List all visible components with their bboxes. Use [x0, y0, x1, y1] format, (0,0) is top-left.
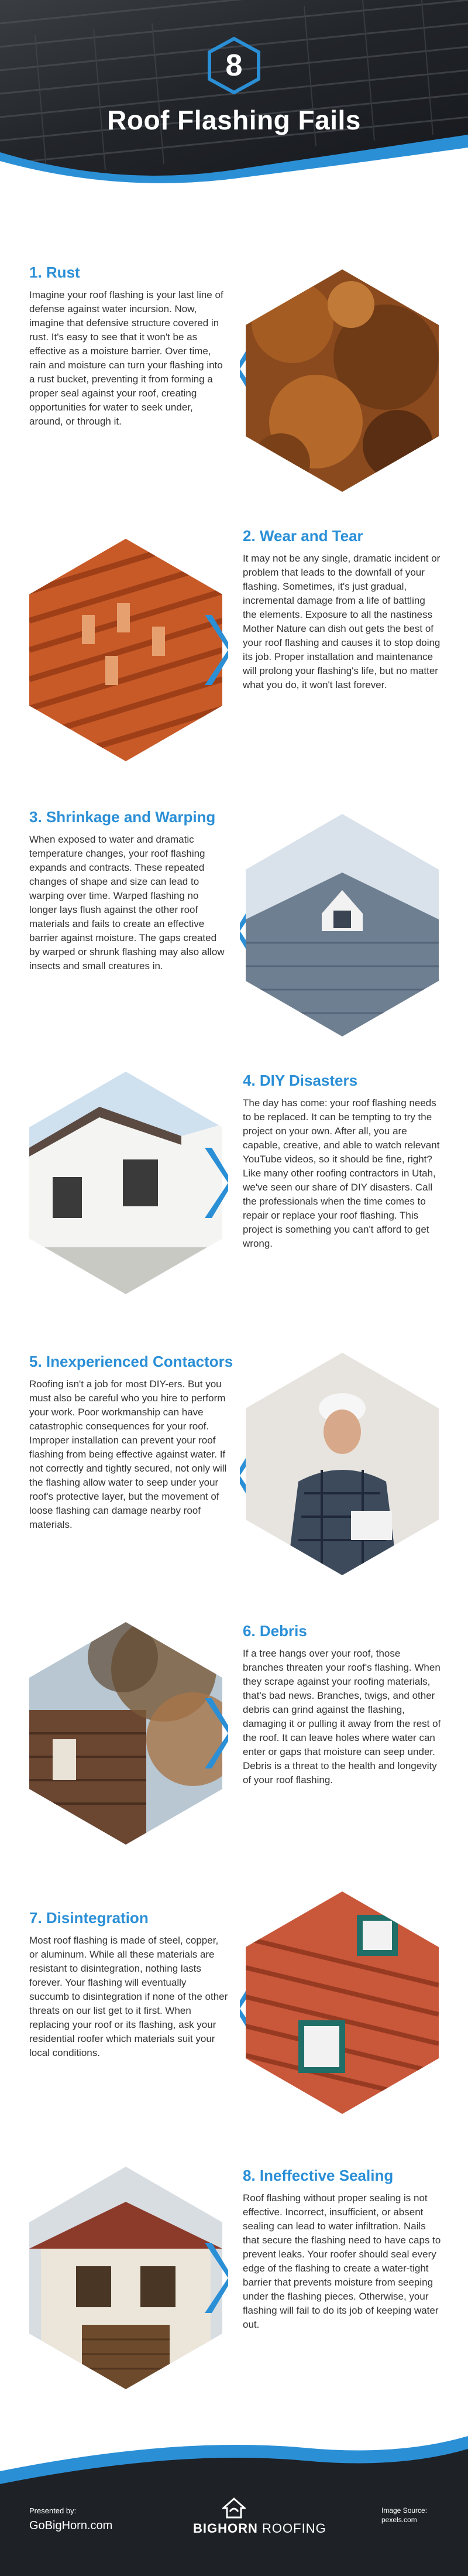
section-body: If a tree hangs over your roof, those branches threaten your roof's flashing. When they scrape against your roofing materials, that's bad news. Branches, twigs, and other debris can grind against the flashing, damaging it or pulling it away from the rest of the roof. It can leave holes where water can enter or gaps that moisture can seep under. Debris is a threat to the health and longevity of your roof flashing. [243, 1648, 441, 1785]
contractor-image [246, 1353, 439, 1575]
section-body: The day has come: your roof flashing needs to be replaced. It can be tempting to try the project on your own. After all, you are capable, creative, and able to watch relevant YouTube videos, so it should be fine, right? Like many other roofing contractors in Utah, we've seen our share of DIY disasters. Call the professionals when the time comes to repair or replace your roof flashing. This project is something you can't afford to get wrong. [243, 1097, 440, 1249]
footer [0, 2436, 468, 2576]
image-source-value: pexels.com [381, 2516, 417, 2524]
brand-name-sub: ROOFING [262, 2521, 326, 2536]
section-shrinkage-and-warping [0, 808, 468, 1089]
section-title: 4. DIY Disasters [243, 1072, 358, 1089]
badge-number: 8 [225, 49, 243, 83]
section-wear-and-tear [0, 527, 468, 808]
tree-over-house-image [29, 1622, 222, 1845]
section-rust [0, 246, 468, 527]
terracotta-roof-vents-image [29, 539, 222, 761]
shingle-roof-dormer-image [246, 814, 439, 1036]
chevron-decoration [205, 1698, 228, 1768]
house-garage-image [29, 2167, 222, 2389]
section-title: 7. Disintegration [29, 1909, 149, 1927]
section-body: It may not be any single, dramatic incident or problem that leads to the downfall of your flashing. Sometimes, it's just gradual, incremental damage from a life of battling the elements. Exposure to all the nastiness Mother Nature can dish out gets the best of your roof flashing and causes it to stop doing its job. Proper installation and maintenance will prolong your flashing's life, but no matter what you do, it won't last forever. [243, 553, 441, 690]
header [0, 0, 468, 187]
section-title: 6. Debris [243, 1622, 307, 1640]
section-title: 5. Inexperienced Contactors [29, 1353, 233, 1370]
brand-name-main: BIGHORN [193, 2521, 258, 2536]
presented-by-label: Presented by: [29, 2506, 77, 2515]
white-house-image [29, 1072, 222, 1294]
rusty-metal-image [246, 269, 439, 492]
section-body: Imagine your roof flashing is your last line of defense against water incursion. Now, imagine that defensive structure covered in rust. It's easy to see that it won't be as effective as a moisture barrier. Over time, rain and moisture can turn your flashing into a rust bucket, preventing it from forming a proper seal against your roof, creating opportunities for water to seek under, around, or through it. [29, 289, 223, 427]
section-title: 1. Rust [29, 264, 80, 281]
section-debris [0, 1622, 468, 1903]
chevron-decoration [205, 2243, 228, 2313]
tile-roof-windows-image [246, 1891, 439, 2114]
page-title: Roof Flashing Fails [107, 105, 361, 135]
section-body: Roof flashing without proper sealing is not effective. Incorrect, insufficient, or absent sealing can lead to water infiltration. Nails that secure the flashing need to have caps to prevent leaks. Your roofer should seal every edge of the flashing to create a water-tight barrier that prevents moisture from seeping under the flashing pieces. Otherwise, your flashing will fail to do its job of keeping water out. [243, 2192, 441, 2330]
section-inexperienced-contactors [0, 1353, 468, 1634]
chevron-decoration [205, 1148, 228, 1218]
brand-name [193, 2521, 326, 2536]
image-source-label: Image Source: [381, 2506, 428, 2515]
section-title: 3. Shrinkage and Warping [29, 808, 216, 826]
website-link[interactable]: GoBigHorn.com [29, 2519, 113, 2532]
section-title: 8. Ineffective Sealing [243, 2167, 394, 2184]
section-body: Roofing isn't a job for most DIY-ers. But you must also be careful who you hire to perform your work. Poor workmanship can have catastrophic consequences for your roof. Improper installation can prevent your roof flashing from being effective against water. If not correctly and tightly secured, not only will the flashing allow water to seep under your roof's protective layer, but the movement of loose flashing can damage nearby roof materials. [29, 1378, 227, 1530]
section-ineffective-sealing [0, 2167, 468, 2448]
section-body: Most roof flashing is made of steel, copper, or aluminum. While all these materials are resistant to disintegration, nothing lasts forever. Your flashing will eventually succumb to disintegration if none of the other threats on our list get to it first. When replacing your roof or its flashing, ask your residential roofer which materials suit your local conditions. [29, 1935, 228, 2058]
section-disintegration [0, 1909, 468, 2190]
chevron-decoration [205, 615, 228, 685]
section-diy-disasters [0, 1072, 468, 1353]
section-body: When exposed to water and dramatic temperature changes, your roof flashing expands and contracts. These repeated changes of shape and size can lead to warping over time. Warped flashing no longer lays flush against the other roof materials and fails to create an effective barrier against moisture. The gaps created by warped or shrunk flashing may also allow insects and small creatures in. [29, 834, 225, 971]
section-title: 2. Wear and Tear [243, 527, 363, 545]
bighorn-logo-icon [222, 2498, 246, 2519]
